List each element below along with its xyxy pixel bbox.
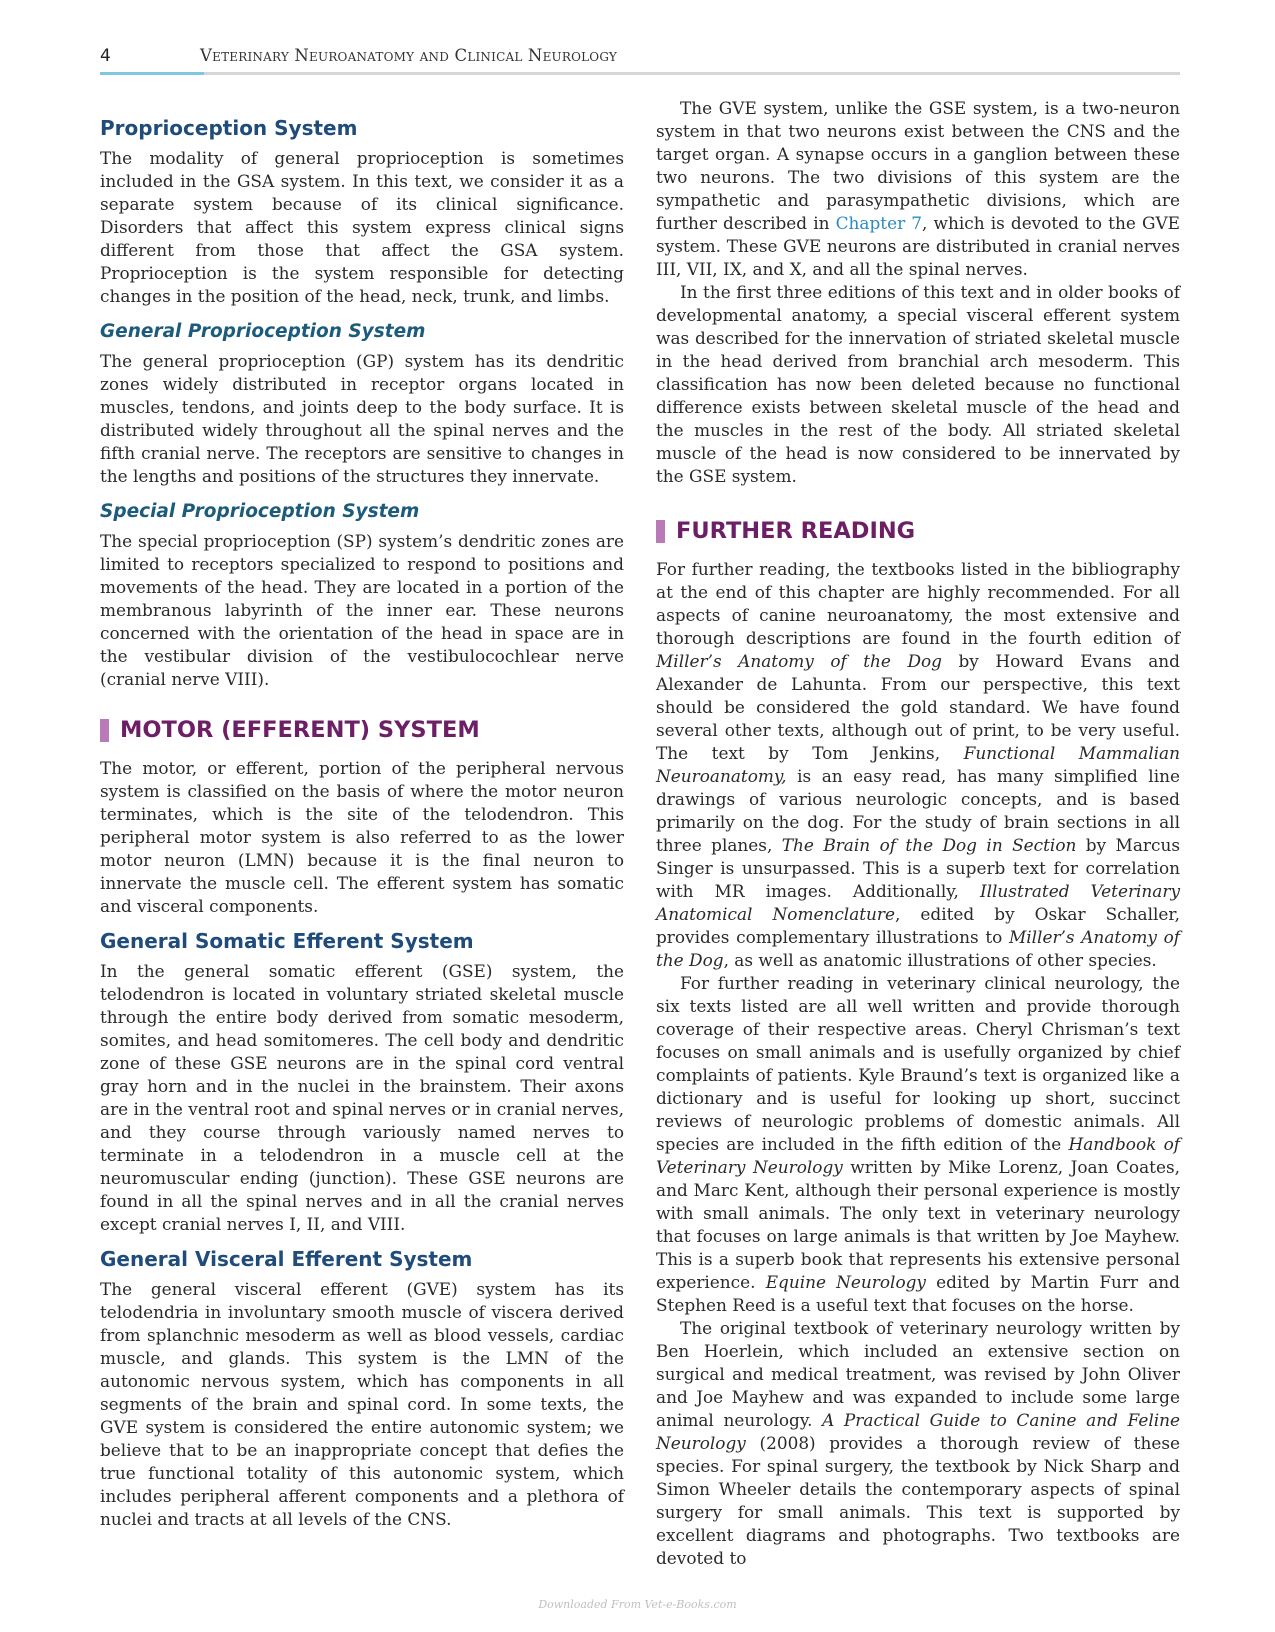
paragraph-further-reading-2 <box>656 972 1180 1317</box>
text-run: , which is devoted to the GVE system. These GVE neurons are distributed in cranial nerves III, VII, IX, and X, and all the spinal nerves. <box>656 213 1180 279</box>
text-run: edited by Martin Furr and Stephen Reed is a useful text that focuses on the horse. <box>656 1272 1180 1315</box>
heading-general-proprioception: General Proprioception System <box>100 321 426 342</box>
paragraph-editions: In the first three editions of this text and in older books of developmental anatomy, a special visceral efferent system was described for the innervation of striated skeletal muscle in the head derived from branchial arch mesoderm. This classification has now been deleted because no functional difference exists between skeletal muscle of the head and the muscles in the rest of the body. All striated skeletal muscle of the head is now considered to be innervated by the GSE system. <box>656 282 1180 486</box>
paragraph-further-reading-3 <box>656 1317 1180 1570</box>
chapter-7-link[interactable]: Chapter 7 <box>835 213 923 233</box>
section-marker-icon <box>100 719 109 742</box>
heading-motor-system <box>100 715 624 745</box>
heading-proprioception: Proprioception System <box>100 116 358 140</box>
paragraph-further-reading-1 <box>656 558 1180 972</box>
paragraph-gve-continued <box>656 97 1180 281</box>
paragraph-motor-system: The motor, or efferent, portion of the peripheral nervous system is classified on the basis of where the motor neuron terminates, which is the site of the telodendron. This peripheral motor system is also referred to as the lower motor neuron (LMN) because it is the final neuron to innervate the muscle cell. The efferent system has somatic and visceral components. <box>100 758 624 916</box>
heading-special-proprioception: Special Proprioception System <box>100 501 420 522</box>
book-title-italic: Equine Neurology <box>765 1272 926 1292</box>
text-run: is an easy read, has many simplified line drawings of various neurologic concepts, and is based primarily on the dog. For the study of brain sections in all three planes, <box>656 766 1180 855</box>
paragraph-gve: The general visceral efferent (GVE) system has its telodendria in involuntary smooth muscle of viscera derived from splanchnic mesoderm as well as blood vessels, cardiac muscle, and glands. This system is the LMN of the autonomic nervous system, which has components in all segments of the brain and spinal cord. In some texts, the GVE system is considered the entire autonomic system; we believe that to be an inappropriate concept that defies the true functional totality of this autonomic system, which includes peripheral afferent components and a plethora of nuclei and tracts at all levels of the CNS. <box>100 1279 624 1529</box>
left-column <box>100 105 624 1531</box>
book-title-italic: Miller’s Anatomy of the Dog <box>656 927 1180 970</box>
header-rule-accent <box>100 72 204 75</box>
text-run: , as well as anatomic illustrations of other species. <box>723 950 1157 970</box>
heading-motor-system-label: MOTOR (EFFERENT) SYSTEM <box>120 717 480 743</box>
paragraph-gse: In the general somatic efferent (GSE) system, the telodendron is located in voluntary striated skeletal muscle through the entire body derived from somatic mesoderm, somites, and head somitomeres. The cell body and dendritic zone of these GSE neurons are in the spinal cord ventral gray horn and in the nuclei in the brainstem. Their axons are in the ventral root and spinal nerves or in cranial nerves, and they course through variously named nerves to terminate in a telodendron in a muscle cell at the neuromuscular ending (junction). These GSE neurons are found in all the spinal nerves and in all the cranial nerves except cranial nerves I, II, and VIII. <box>100 961 624 1234</box>
header-rule <box>204 72 1180 75</box>
text-run: For further reading in veterinary clinical neurology, the six texts listed are all well written and provide thorough coverage of their respective areas. Cheryl Chrisman’s text focuses on small animals and is usefully organized by chief complaints of patients. Kyle Braund’s text is organized like a dictionary and is useful for looking up short, succinct reviews of neurologic problems of domestic animals. All species are included in the fifth edition of the <box>656 973 1180 1154</box>
right-column <box>656 97 1180 1570</box>
heading-gve: General Visceral Efferent System <box>100 1247 473 1271</box>
book-title-italic: A Practical Guide to Canine and Feline Neurology <box>656 1410 1181 1453</box>
running-title: Veterinary Neuroanatomy and Clinical Neurology <box>200 46 618 65</box>
heading-further-reading-label: FURTHER READING <box>676 518 916 544</box>
book-title-italic: Handbook of Veterinary Neurology <box>656 1134 1180 1177</box>
heading-gse: General Somatic Efferent System <box>100 929 474 953</box>
book-title-italic: The Brain of the Dog in Section <box>781 835 1077 855</box>
text-run: , edited by Oskar Schaller, provides complementary illustrations to <box>656 904 1180 947</box>
book-title-italic: Illustrated Veterinary Anatomical Nomenclature <box>656 881 1180 924</box>
heading-further-reading <box>656 516 1180 546</box>
text-run: written by Mike Lorenz, Joan Coates, and Marc Kent, although their personal experience is mostly with small animals. The only text in veterinary neurology that focuses on large animals is that written by Joe Mayhew. This is a superb book that represents his extensive personal experience. <box>656 1157 1180 1292</box>
download-watermark: Downloaded From Vet-e-Books.com <box>538 1598 737 1611</box>
text-run: by Marcus Singer is unsurpassed. This is a superb text for correlation with MR images. Additionally, <box>656 835 1181 901</box>
text-run: The original textbook of veterinary neurology written by Ben Hoerlein, which included an extensive section on surgical and medical treatment, was revised by John Oliver and Joe Mayhew and was expanded to include some large animal neurology. <box>656 1318 1180 1430</box>
text-run: by Howard Evans and Alexander de Lahunta. From our perspective, this text should be considered the gold standard. We have found several other texts, although out of print, to be very useful. The text by Tom Jenkins, <box>656 651 1180 763</box>
book-title-italic: Miller’s Anatomy of the Dog <box>656 651 942 671</box>
text-run: (2008) provides a thorough review of these species. For spinal surgery, the textbook by Nick Sharp and Simon Wheeler details the contemporary aspects of spinal surgery for small animals. This text is supported by excellent diagrams and photographs. Two textbooks are devoted to <box>656 1433 1180 1568</box>
paragraph-general-proprioception: The general proprioception (GP) system has its dendritic zones widely distributed in receptor organs located in muscles, tendons, and joints deep to the body surface. It is distributed widely throughout all the spinal nerves and the fifth cranial nerve. The receptors are sensitive to changes in the lengths and positions of the structures they innervate. <box>100 351 624 486</box>
paragraph-special-proprioception: The special proprioception (SP) system’s dendritic zones are limited to receptors specialized to respond to positions and movements of the head. They are located in a portion of the membranous labyrinth of the inner ear. These neurons concerned with the orientation of the head in space are in the vestibular division of the vestibulocochlear nerve (cranial nerve VIII). <box>100 531 624 689</box>
book-title-italic: Functional Mammalian Neuroanatomy, <box>656 743 1180 786</box>
text-run: For further reading, the textbooks listed in the bibliography at the end of this chapter are highly recommended. For all aspects of canine neuroanatomy, the most extensive and thorough descriptions are found in the fourth edition of <box>656 559 1180 648</box>
paragraph-proprioception: The modality of general proprioception is sometimes included in the GSA system. In this text, we consider it as a separate system because of its clinical significance. Disorders that affect this system express clinical signs different from those that affect the GSA system. Proprioception is the system responsible for detecting changes in the position of the head, neck, trunk, and limbs. <box>100 148 624 306</box>
section-marker-icon <box>656 520 665 543</box>
page-number: 4 <box>100 46 111 66</box>
text-run: The GVE system, unlike the GSE system, is a two-neuron system in that two neurons exist between the CNS and the target organ. A synapse occurs in a ganglion between these two neurons. The two divisions of this system are the sympathetic and parasympathetic divisions, which are further described in <box>656 98 1180 233</box>
